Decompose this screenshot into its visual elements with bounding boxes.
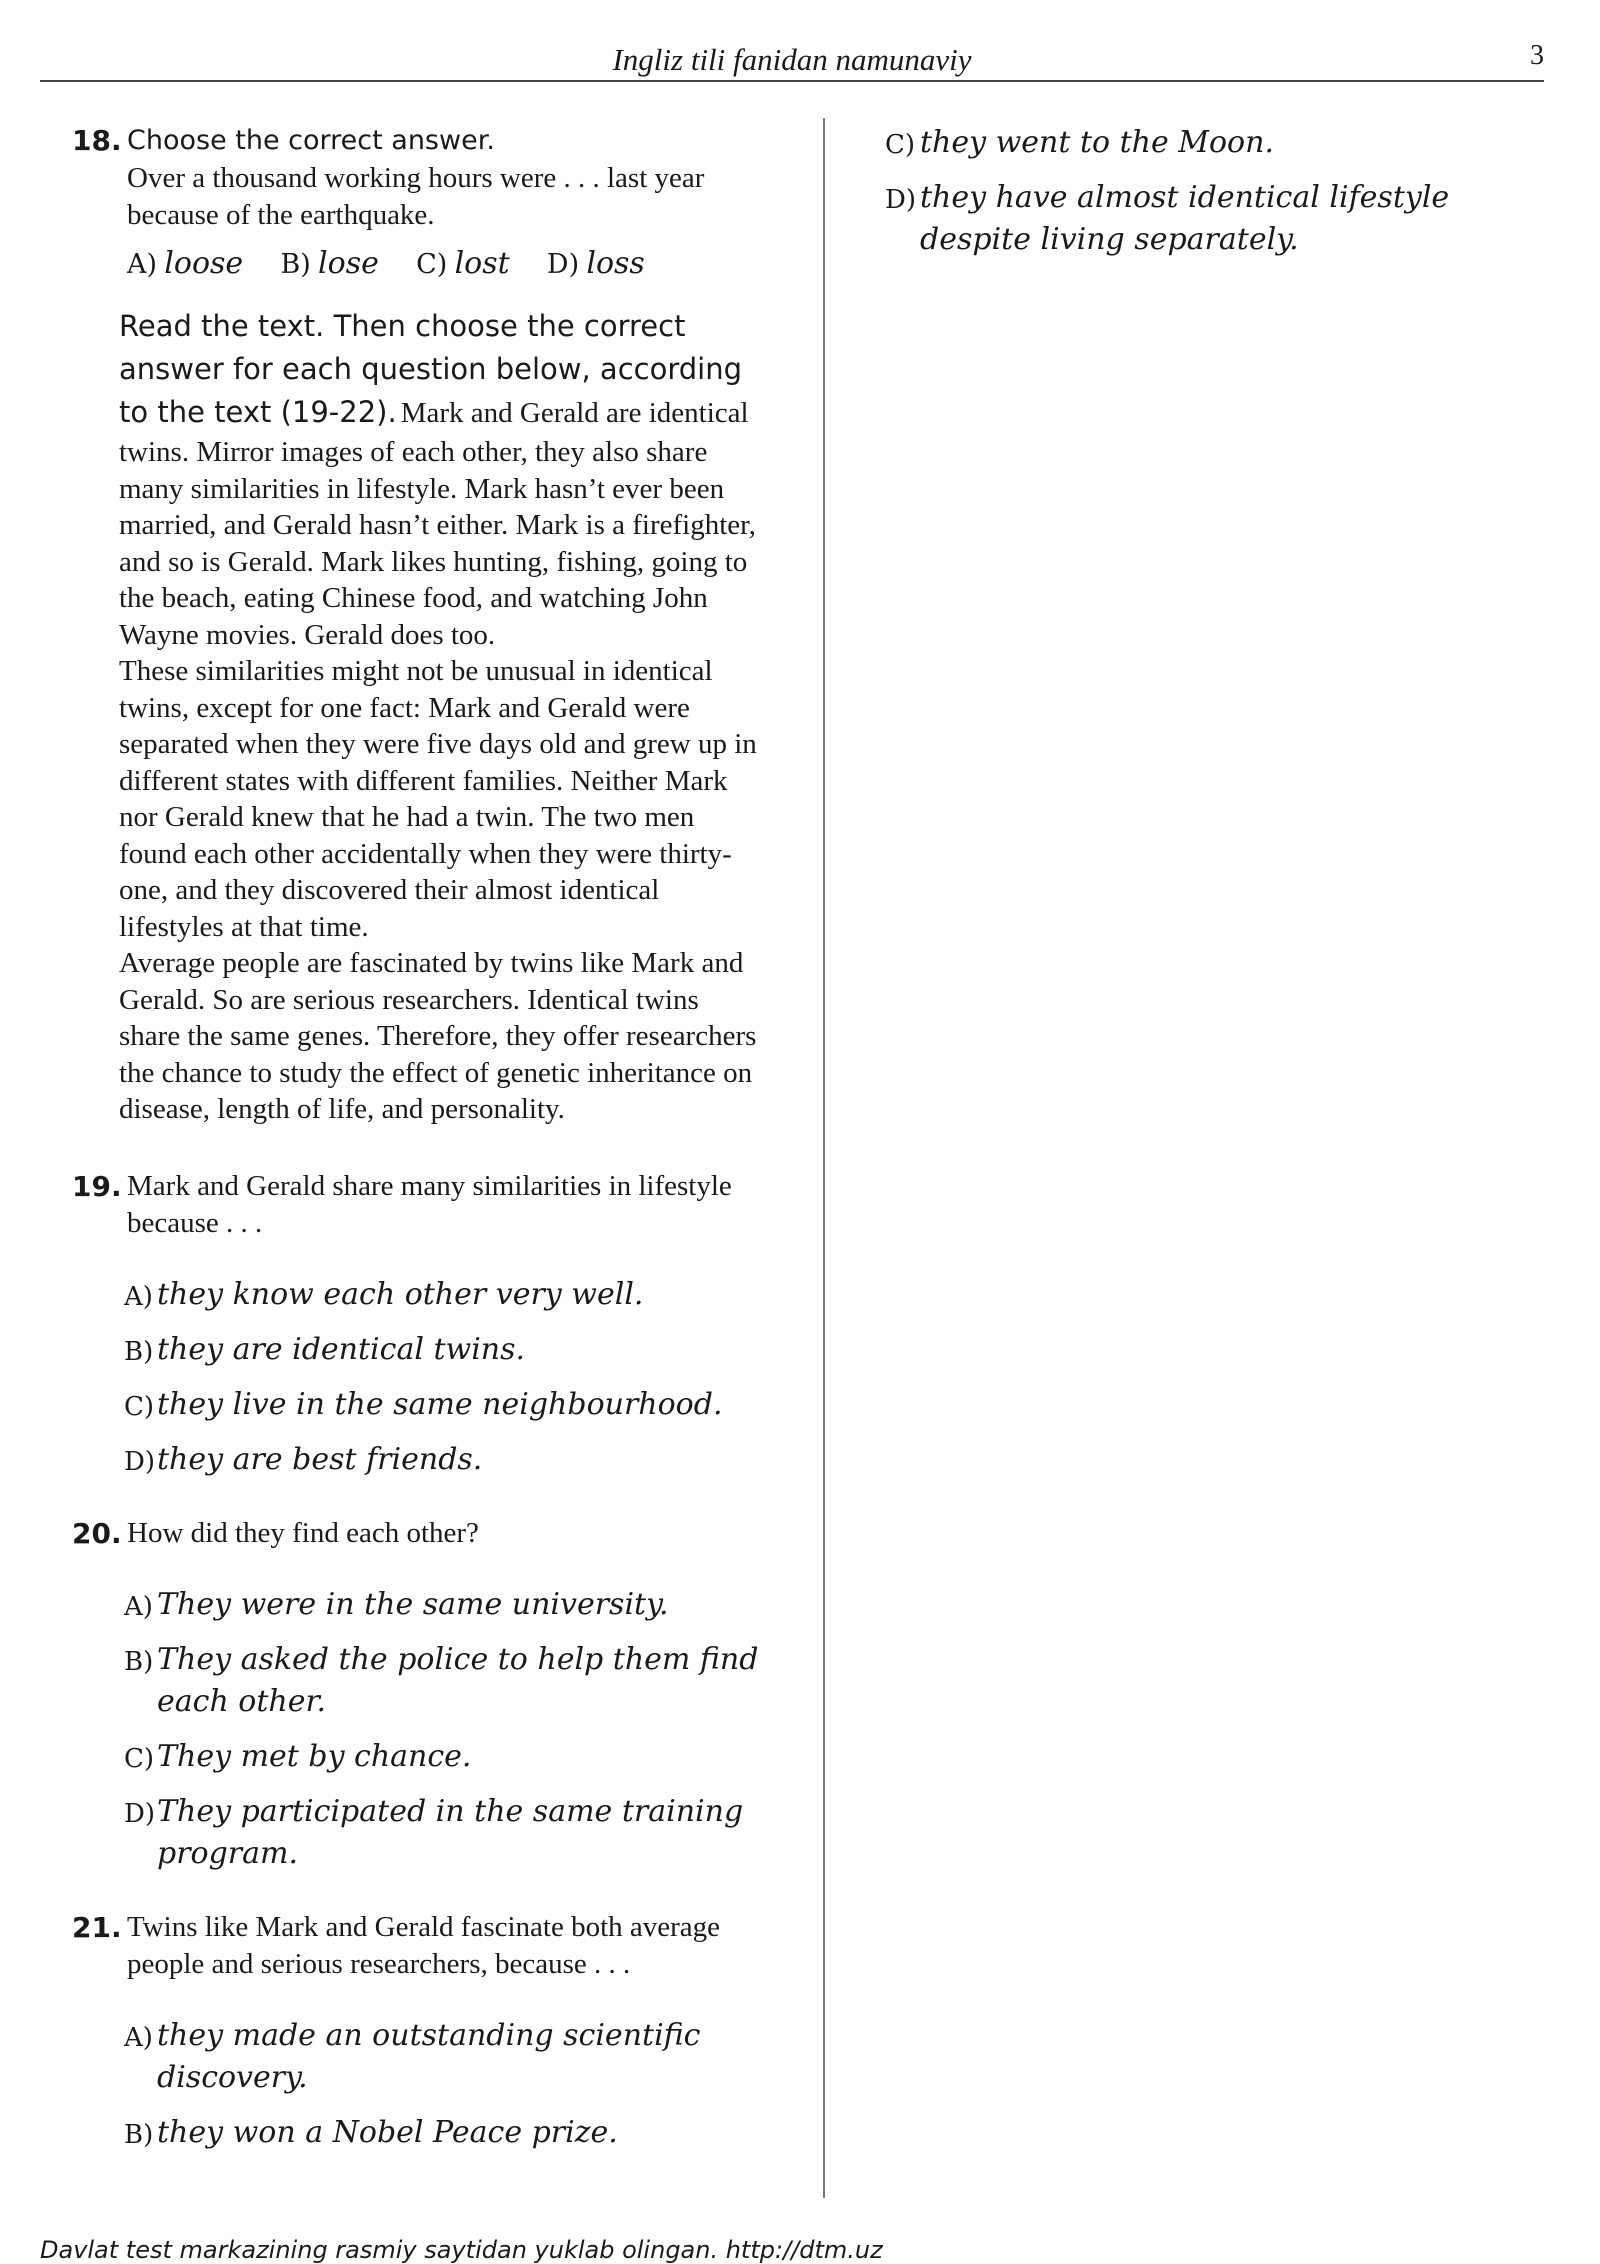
option-a[interactable]: A) they know each other very well.	[124, 1276, 644, 1312]
question-21	[72, 1909, 792, 1983]
page-footer: Davlat test markazining rasmiy saytidan yuklab olingan. http://dtm.uz	[40, 2236, 883, 2264]
option-b[interactable]: B) they are identical twins.	[124, 1331, 526, 1367]
question-20	[72, 1515, 792, 1552]
reading-paragraph: Average people are fascinated by twins like Mark and Gerald. So are serious researchers. Identical twins share the same genes. Therefore, they offer researchers the chance to study the effect of genetic inheritance on disease, length of life, and personality.	[119, 947, 757, 1125]
question-18	[72, 122, 792, 285]
reading-paragraph: These similarities might not be unusual in identical twins, except for one fact: Mark and Gerald were separated when they were five days old and grew up in different states with different families. Neither Mark nor Gerald knew that he had a twin. The two men found each other accidentally when they were thirty-one, and they discovered their almost identical lifestyles at that time.	[119, 655, 757, 943]
reading-paragraph: Mark and Gerald are identical twins. Mirror images of each other, they also share many similarities in lifestyle. Mark hasn’t ever been married, and Gerald hasn’t either. Mark is a firefighter, and so is Gerald. Mark likes hunting, fishing, going to the beach, eating Chinese food, and watching John Wayne movies. Gerald does too.	[119, 397, 756, 651]
option-a[interactable]: A) They were in the same university.	[124, 1586, 669, 1622]
question-number: 21.	[72, 1910, 122, 1944]
page-header	[40, 40, 1544, 82]
option-a[interactable]: A) loose	[127, 246, 244, 281]
option-c[interactable]: C) lost	[416, 246, 510, 281]
column-divider	[823, 118, 825, 2198]
option-d[interactable]: D) They participated in the same training program.	[124, 1793, 744, 1871]
option-b[interactable]: B) lose	[280, 246, 379, 281]
question-text: Over a thousand working hours were . . . last year because of the earthquake.	[127, 162, 705, 231]
option-d[interactable]: D) loss	[546, 246, 645, 281]
left-column	[72, 122, 792, 2188]
question-text: Mark and Gerald share many similarities in lifestyle because . . .	[127, 1169, 732, 1239]
question-19	[72, 1168, 792, 1242]
option-c[interactable]: C) they went to the Moon.	[885, 125, 1274, 160]
answer-options	[124, 1274, 792, 1481]
option-c[interactable]: C) They met by chance.	[124, 1738, 472, 1774]
question-number: 19.	[72, 1169, 122, 1203]
option-c[interactable]: C) they live in the same neighbourhood.	[124, 1386, 723, 1422]
reading-instruction: Read the text. Then choose the correct answer for each question below, according to the text (19-22).	[119, 309, 742, 429]
option-d[interactable]: D) they are best friends.	[124, 1441, 483, 1477]
option-b[interactable]: B) They asked the police to help them find each other.	[124, 1641, 759, 1719]
question-number: 18.	[72, 124, 122, 157]
page-number: 3	[1530, 40, 1544, 71]
option-b[interactable]: B) they won a Nobel Peace prize.	[124, 2114, 618, 2150]
reading-passage	[119, 305, 759, 1128]
question-instruction: Choose the correct answer.	[127, 125, 495, 156]
question-text: Twins like Mark and Gerald fascinate both average people and serious researchers, because . . .	[127, 1910, 721, 1980]
answer-options	[124, 2015, 792, 2154]
question-number: 20.	[72, 1516, 122, 1550]
header-title: Ingliz tili fanidan namunaviy	[612, 42, 972, 77]
answer-options	[127, 244, 792, 285]
option-a[interactable]: A) they made an outstanding scientific discovery.	[124, 2017, 701, 2095]
question-text: How did they find each other?	[127, 1516, 479, 1549]
option-d[interactable]: D) they have almost identical lifestyle despite living separately.	[885, 180, 1450, 257]
right-column	[885, 122, 1525, 274]
answer-options	[124, 1584, 792, 1875]
answer-options	[885, 122, 1525, 261]
